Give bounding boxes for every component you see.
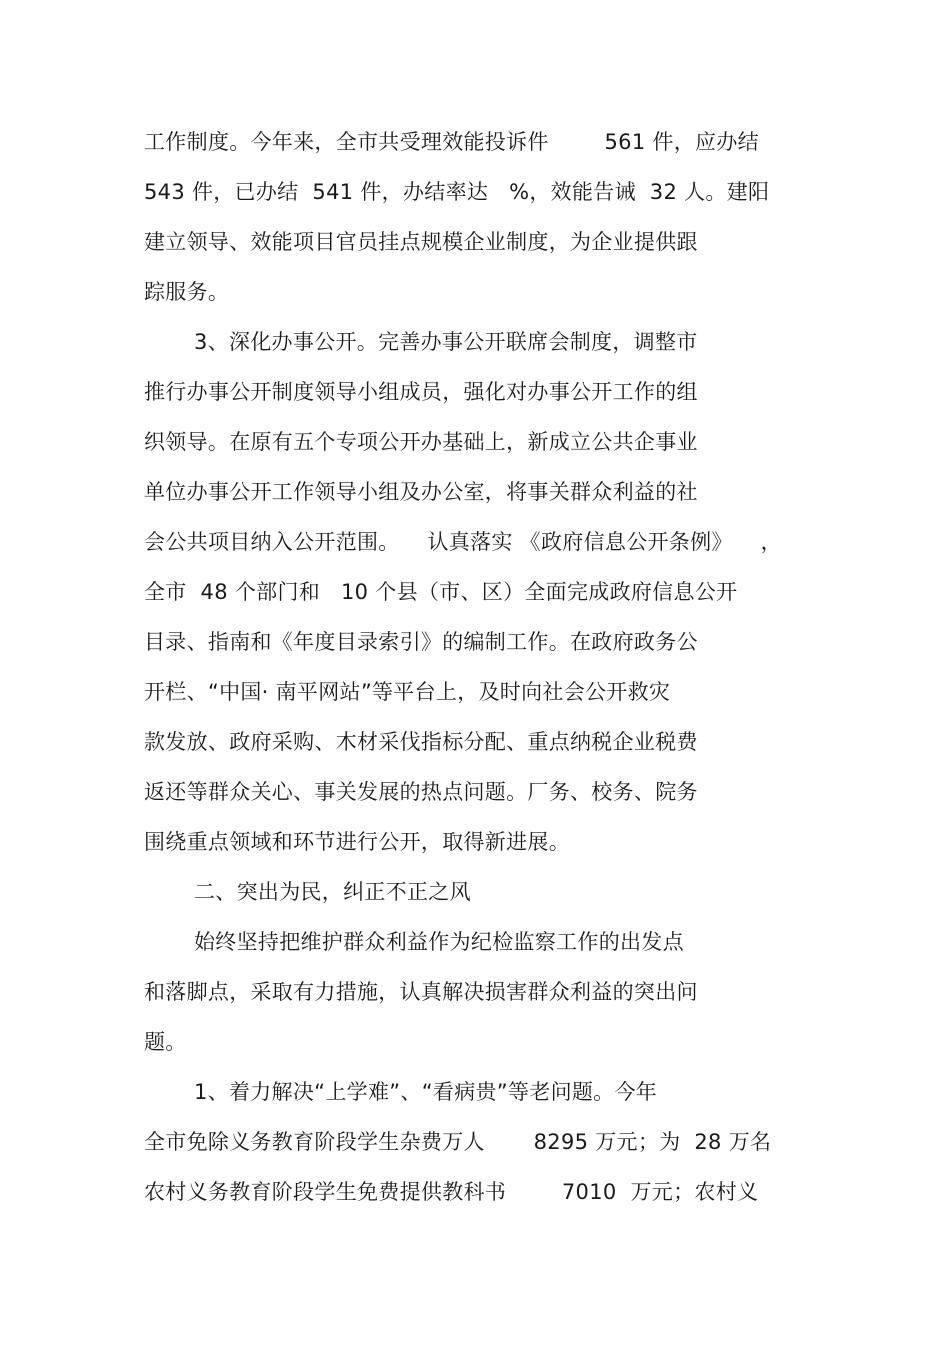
- text-line: 会公共项目纳入公开范围。 认真落实 《政府信息公开条例》 ，: [144, 530, 782, 554]
- text-line: 推行办事公开制度领导小组成员，强化对办事公开工作的组: [144, 380, 698, 404]
- text-line: 工作制度。今年来，全市共受理效能投诉件 561 件，应办结: [144, 130, 759, 154]
- text-line: 织领导。在原有五个专项公开办基础上，新成立公共企事业: [144, 430, 698, 454]
- text-line: 单位办事公开工作领导小组及办公室，将事关群众利益的社: [144, 480, 698, 504]
- text-line: 全市 48 个部门和 10 个县（市、区）全面完成政府信息公开: [144, 580, 738, 604]
- text-line: 开栏、“中国· 南平网站”等平台上，及时向社会公开救灾: [144, 680, 671, 704]
- text-line: 和落脚点，采取有力措施，认真解决损害群众利益的突出问: [144, 980, 698, 1004]
- text-line: 农村义务教育阶段学生免费提供教科书 7010 万元；农村义: [144, 1180, 759, 1204]
- text-line: 返还等群众关心、事关发展的热点问题。厂务、校务、院务: [144, 780, 698, 804]
- text-line: 题。: [144, 1030, 187, 1054]
- text-line: 543 件，已办结 541 件，办结率达 %，效能告诫 32 人。建阳: [144, 180, 770, 204]
- text-line: 目录、指南和《年度目录索引》的编制工作。在政府政务公: [144, 630, 698, 654]
- text-line: 全市免除义务教育阶段学生杂费万人 8295 万元；为 28 万名: [144, 1130, 772, 1154]
- text-line: 围绕重点领域和环节进行公开，取得新进展。: [144, 830, 570, 854]
- text-line: 始终坚持把维护群众利益作为纪检监察工作的出发点: [194, 930, 684, 954]
- section-heading: 二、突出为民，纠正不正之风: [194, 880, 471, 904]
- text-line: 3、深化办事公开。完善办事公开联席会制度，调整市: [194, 330, 698, 354]
- text-line: 踪服务。: [144, 280, 230, 304]
- text-line: 1、着力解决“上学难”、“看病贵”等老问题。今年: [194, 1080, 658, 1104]
- text-line: 款发放、政府采购、木材采伐指标分配、重点纳税企业税费: [144, 730, 698, 754]
- text-line: 建立领导、效能项目官员挂点规模企业制度，为企业提供跟: [144, 230, 698, 254]
